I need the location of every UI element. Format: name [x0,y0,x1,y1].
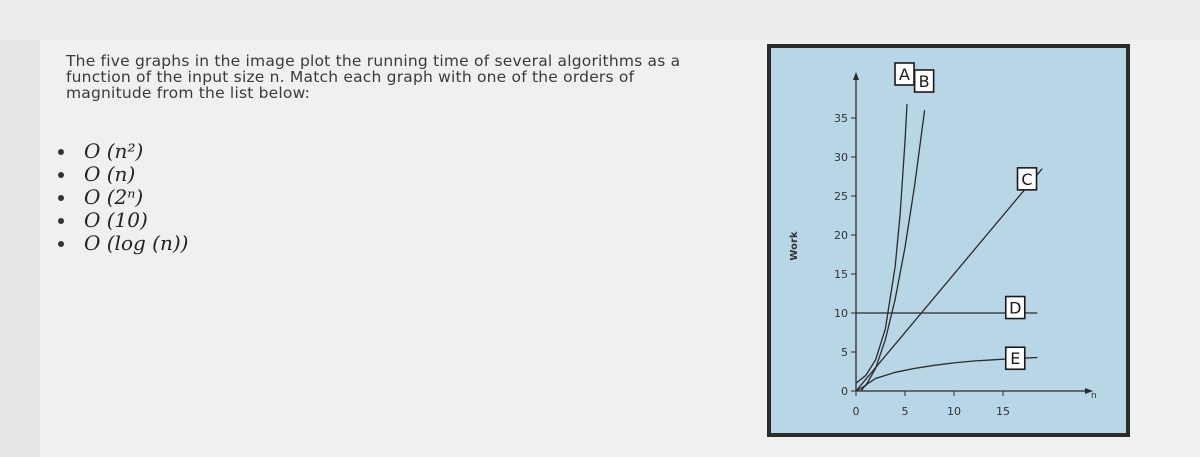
question-text [66,53,746,101]
list-item [58,140,188,163]
y-tick-label: 0 [841,385,848,398]
complexity-chart [767,44,1130,437]
x-tick-label: 0 [852,405,860,418]
list-item [58,209,188,232]
option-label: O (2ⁿ) [84,185,144,209]
x-tick-label: 15 [996,405,1010,418]
question-line: magnitude from the list below: [66,84,311,102]
chart-frame [767,44,1130,437]
bullet-icon [58,149,64,155]
y-axis-label: Work [789,231,800,261]
x-axis-label: n [1091,391,1097,401]
x-tick-label: 5 [901,405,909,418]
y-tick-label: 25 [834,190,848,203]
option-label: O (log (n)) [84,231,189,255]
y-tick-label: 35 [834,112,848,125]
series-label-e: E [1010,349,1021,369]
y-tick-label: 20 [834,229,848,242]
bullet-icon [58,218,64,224]
bullet-icon [58,195,64,201]
y-tick-label: 15 [834,268,848,281]
y-tick-label: 5 [841,346,848,359]
option-label: O (10) [84,208,148,232]
series-label-c: C [1021,169,1033,189]
answer-options-list [58,140,188,255]
list-item [58,186,188,209]
question-line: The five graphs in the image plot the running time of several algorithms as a [66,52,681,70]
y-tick-label: 30 [834,151,848,164]
chart-panel [771,48,1126,433]
option-label: O (n²) [84,139,144,163]
y-tick-label: 10 [834,307,848,320]
list-item [58,232,188,255]
list-item [58,163,188,186]
top-band [0,0,1200,40]
series-label-a: A [899,65,910,84]
bullet-icon [58,241,64,247]
option-label: O (n) [84,162,136,186]
bullet-icon [58,172,64,178]
question-line: function of the input size n. Match each graph with one of the orders of [66,68,635,86]
series-label-b: B [918,72,930,91]
x-tick-label: 10 [947,405,961,418]
series-label-d: D [1009,298,1022,318]
